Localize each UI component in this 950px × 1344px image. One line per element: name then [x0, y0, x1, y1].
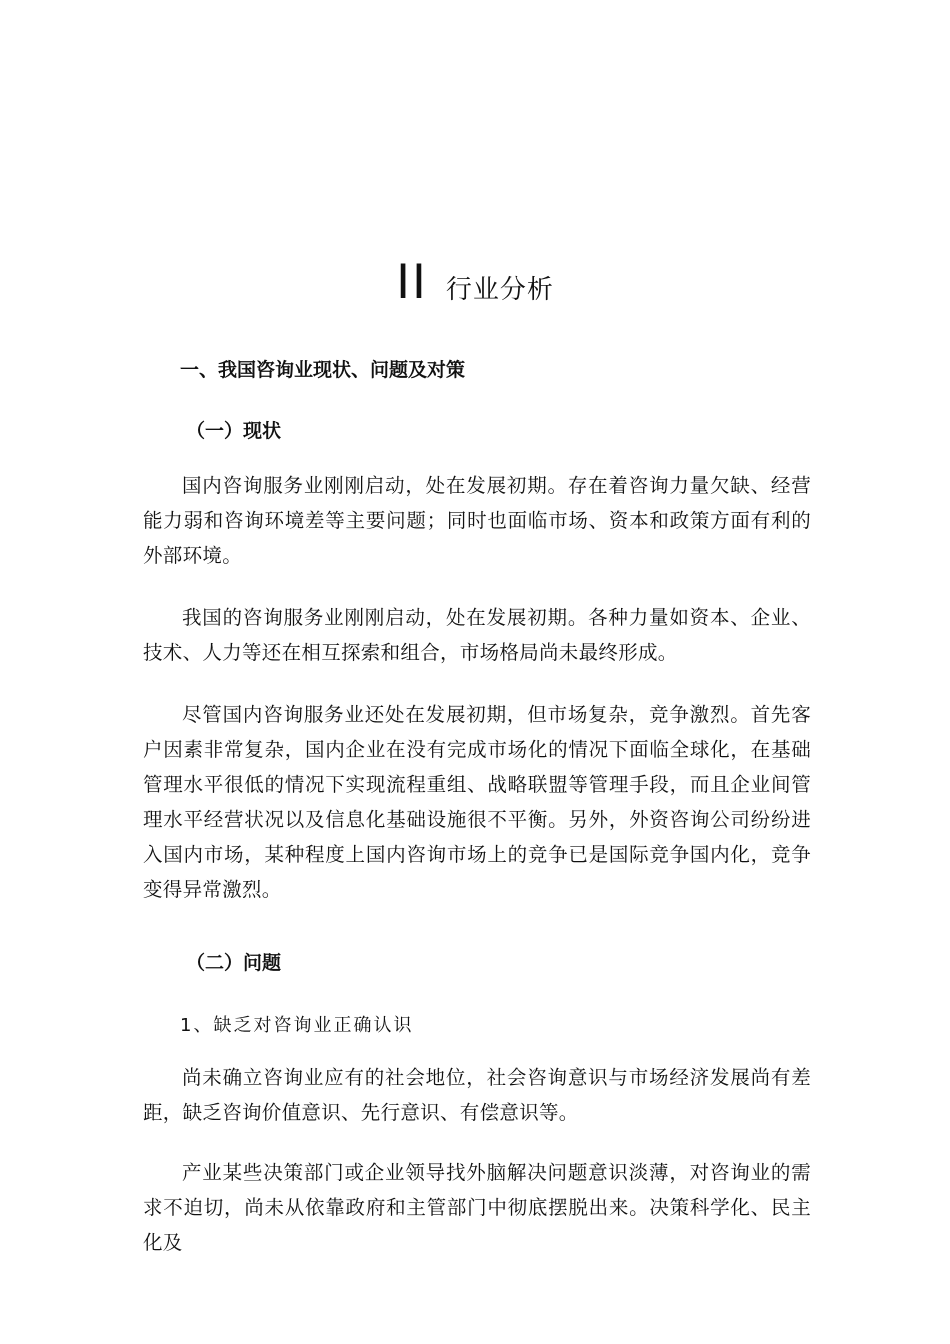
chapter-title: 行业分析: [445, 275, 554, 305]
item-heading: 1、缺乏对咨询业正确认识: [180, 1015, 414, 1036]
subsection-heading-problems: （二）问题: [186, 952, 282, 974]
chapter-number: II: [396, 253, 428, 309]
paragraph: 尽管国内咨询服务业还处在发展初期，但市场复杂，竞争激烈。首先客户因素非常复杂，国内企业在没有完成市场化的情况下面临全球化，在基础管理水平很低的情况下实现流程重组、战略联盟等管理手段，而且企业间管理水平经营状况以及信息化基础设施很不平衡。另外，外资咨询公司纷纷进入国内市场，某种程度上国内咨询市场上的竞争已是国际竞争国内化，竞争变得异常激烈。: [143, 703, 811, 901]
paragraph: 我国的咨询服务业刚刚启动，处在发展初期。各种力量如资本、企业、技术、人力等还在相互探索和组合，市场格局尚未最终形成。: [143, 606, 811, 664]
chapter-heading: [0, 252, 950, 310]
subsection-heading-status: （一）现状: [186, 420, 282, 442]
section-heading: 一、我国咨询业现状、问题及对策: [180, 359, 466, 381]
paragraph: 产业某些决策部门或企业领导找外脑解决问题意识淡薄，对咨询业的需求不迫切，尚未从依靠政府和主管部门中彻底摆脱出来。决策科学化、民主化及: [143, 1161, 811, 1254]
paragraph: 尚未确立咨询业应有的社会地位，社会咨询意识与市场经济发展尚有差距，缺乏咨询价值意识、先行意识、有偿意识等。: [143, 1066, 811, 1124]
paragraph: 国内咨询服务业刚刚启动，处在发展初期。存在着咨询力量欠缺、经营能力弱和咨询环境差等主要问题；同时也面临市场、资本和政策方面有利的外部环境。: [143, 474, 811, 567]
